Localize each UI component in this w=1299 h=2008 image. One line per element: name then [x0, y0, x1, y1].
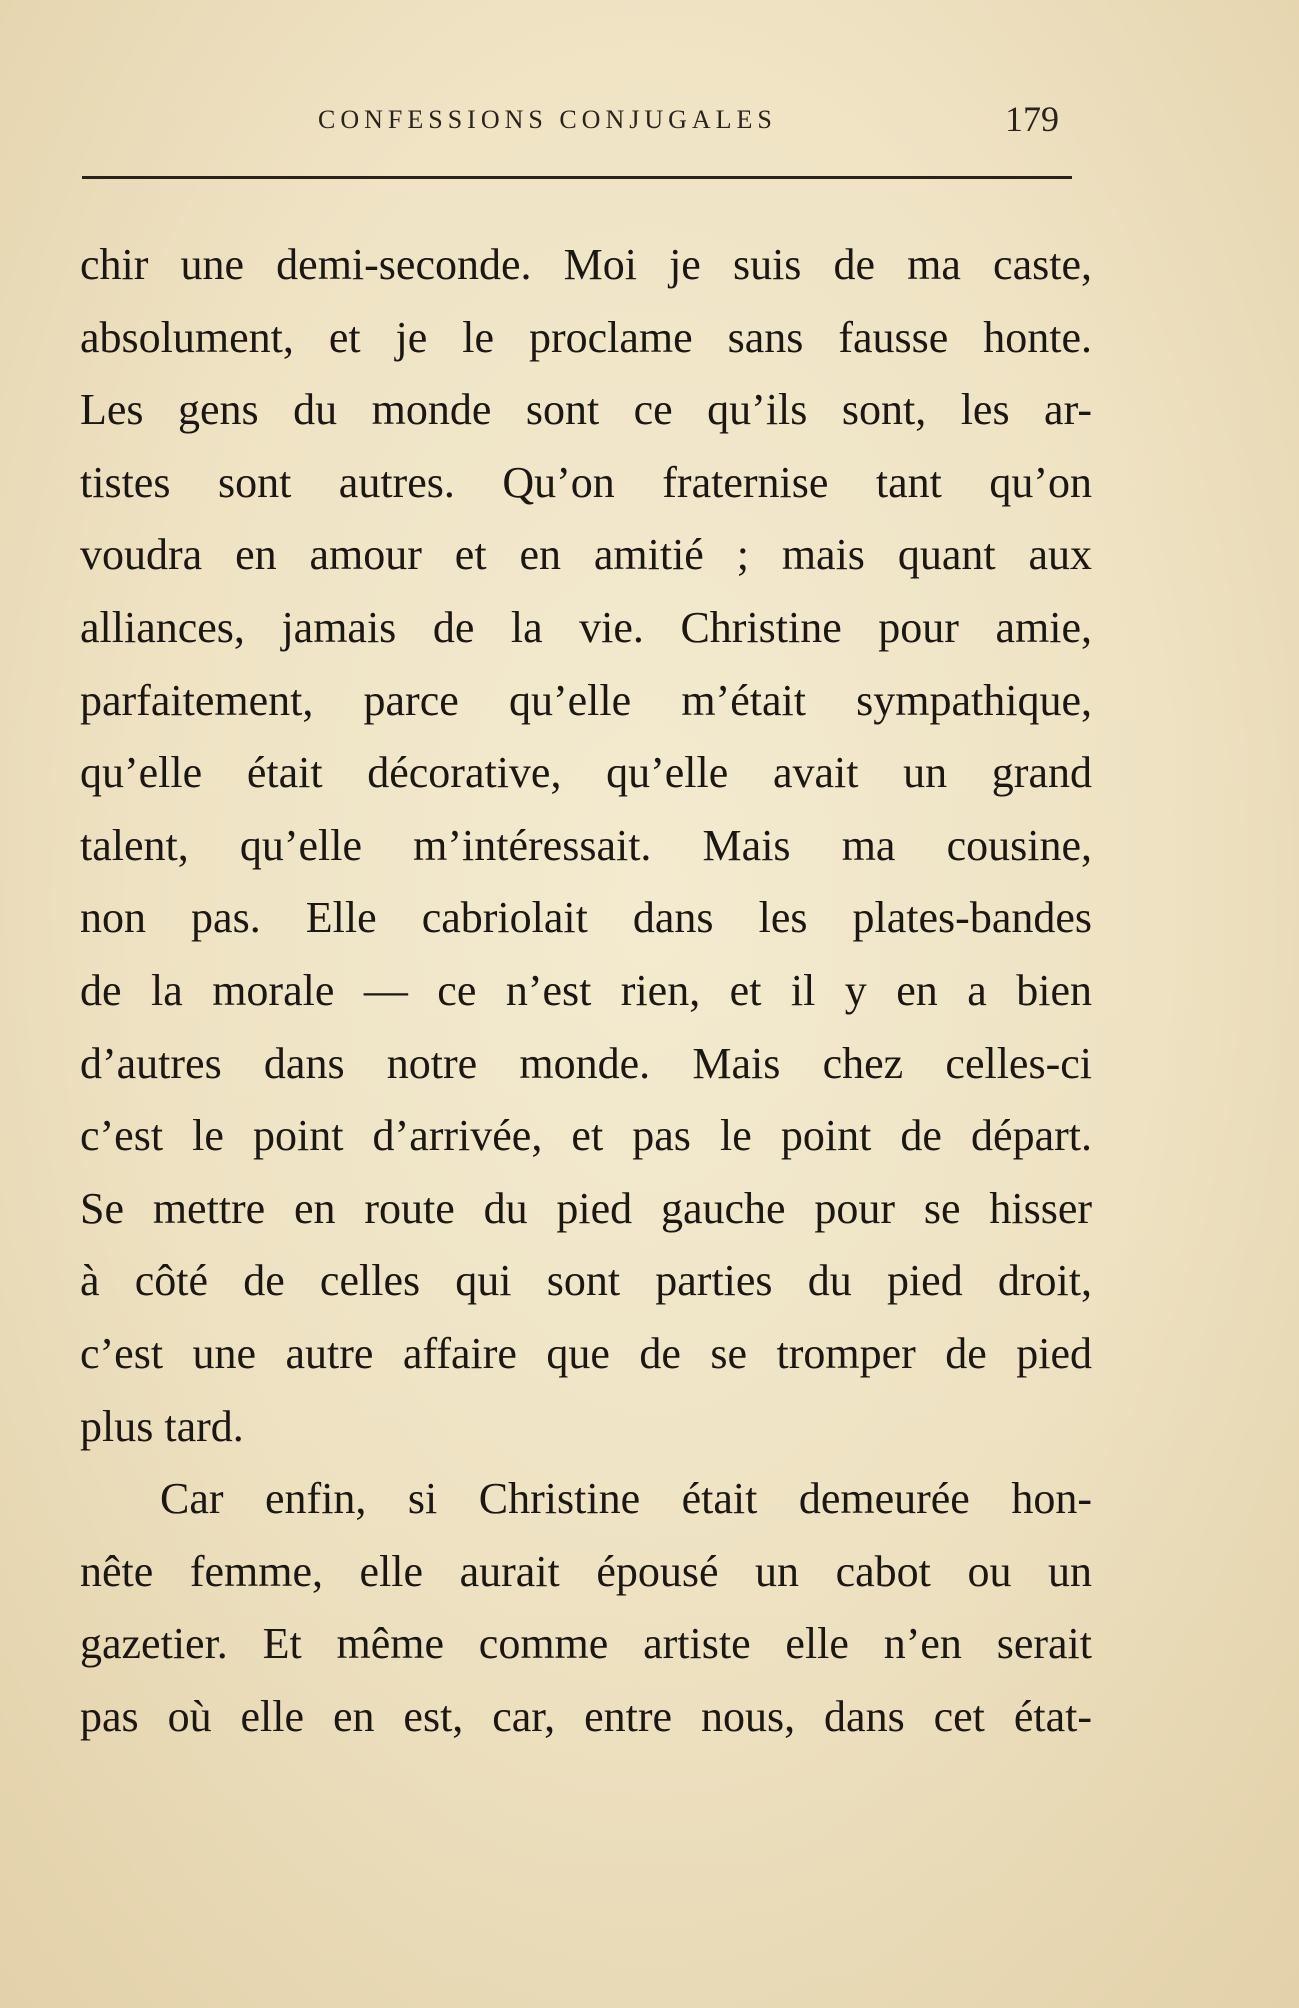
text-line: pas où elle en est, car, entre nous, dans cet état-	[80, 1691, 1092, 1741]
text-line: voudra en amour et en amitié ; mais quant aux	[80, 530, 1092, 580]
text-line: talent, qu’elle m’intéressait. Mais ma cousine,	[80, 820, 1092, 870]
text-line: qu’elle était décorative, qu’elle avait un grand	[80, 748, 1092, 798]
text-line: Les gens du monde sont ce qu’ils sont, les ar-	[80, 385, 1092, 435]
paragraph-end-line: plus tard.	[80, 1401, 244, 1451]
text-line: chir une demi-seconde. Moi je suis de ma caste,	[80, 240, 1092, 289]
text-line: c’est le point d’arrivée, et pas le point de départ.	[80, 1111, 1092, 1161]
text-line: non pas. Elle cabriolait dans les plates-bandes	[80, 893, 1092, 943]
text-line: gazetier. Et même comme artiste elle n’en serait	[80, 1619, 1092, 1669]
running-head-title: CONFESSIONS CONJUGALES	[318, 105, 777, 134]
header-rule	[82, 176, 1072, 179]
text-line: d’autres dans notre monde. Mais chez celles-ci	[80, 1038, 1092, 1088]
text-line: à côté de celles qui sont parties du pied droit,	[80, 1256, 1092, 1306]
page-number: 179	[1005, 99, 1059, 139]
text-line: absolument, et je le proclame sans fausse honte.	[80, 312, 1092, 362]
text-line: tistes sont autres. Qu’on fraternise tant qu’on	[80, 457, 1092, 507]
text-line: Se mettre en route du pied gauche pour se hisser	[80, 1183, 1092, 1233]
text-line: alliances, jamais de la vie. Christine pour amie,	[80, 602, 1092, 652]
body-text	[80, 229, 1092, 1753]
text-line: c’est une autre affaire que de se tromper de pied	[80, 1328, 1092, 1378]
text-line: de la morale — ce n’est rien, et il y en a bien	[80, 965, 1092, 1015]
text-line: parfaitement, parce qu’elle m’était sympathique,	[80, 675, 1092, 725]
paragraph-start-line: Car enfin, si Christine était demeurée hon-	[160, 1474, 1092, 1524]
text-line: nête femme, elle aurait épousé un cabot ou un	[80, 1546, 1092, 1596]
